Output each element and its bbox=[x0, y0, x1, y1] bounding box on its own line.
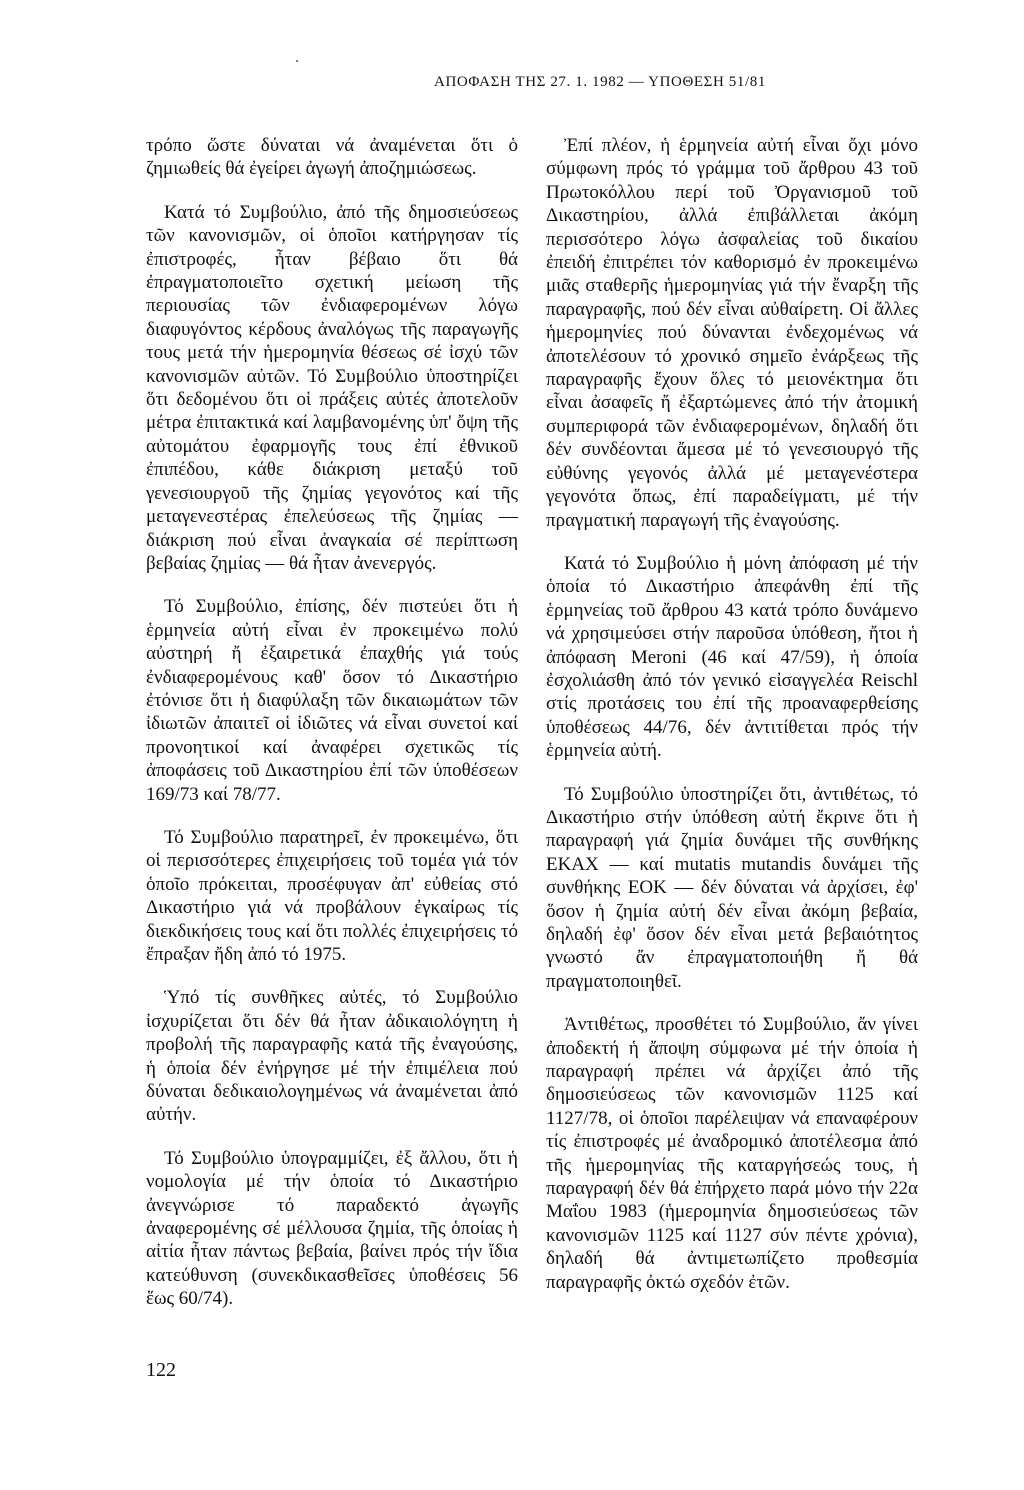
running-head: ΑΠΟΦΑΣΗ ΤΗΣ 27. 1. 1982 — ΥΠΟΘΕΣΗ 51/81 bbox=[434, 74, 766, 90]
left-paragraph-3: Τό Συμβούλιο, ἐπίσης, δέν πιστεύει ὅτι ἡ ἑρμηνεία αὐτή εἶναι ἐν προκειμένω πολύ αὐστηρή ἤ ἐξαιρετικά ἐπαχθής γιά τούς ἐνδιαφερομένους καθ' ὅσον τό Δικαστήριο ἐτόνισε ὅτι ἡ διαφύλαξη τῶν δικαιωμάτων τῶν ἰδιωτῶν ἀπαιτεῖ οἱ ἰδιῶτες νά εἶναι συνετοί καί προνοητικοί καί ἀναφέρει σχετικῶς τίς ἀποφάσεις τοῦ Δικαστηρίου ἐπί τῶν ὑποθέσεων 169/73 καί 78/77. bbox=[146, 596, 518, 805]
right-paragraph-2: Κατά τό Συμβούλιο ἡ μόνη ἀπόφαση μέ τήν ὁποία τό Δικαστήριο ἀπεφάνθη ἐπί τῆς ἑρμηνείας τοῦ ἄρθρου 43 κατά τρόπο δυνάμενο νά χρησιμεύσει στήν παροῦσα ὑπόθεση, ἤτοι ἡ ἀπόφαση Meroni (46 καί 47/59), ἡ ὁποία ἐσχολιάσθη ἀπό τόν γενικό εἰσαγγελέα Reischl στίς προτάσεις του ἐπί τῆς προαναφερθείσης ὑποθέσεως 44/76, δέν ἀντιτίθεται πρός τήν ἑρμηνεία αὐτή. bbox=[546, 552, 918, 762]
right-paragraph-4: Ἀντιθέτως, προσθέτει τό Συμβούλιο, ἄν γίνει ἀποδεκτή ἡ ἄποψη σύμφωνα μέ τήν ὁποία ἡ παραγραφή πρέπει νά ἀρχίζει ἀπό τῆς δημοσιεύσεως τῶν κανονισμῶν 1125 καί 1127/78, οἱ ὁποῖοι παρέλειψαν νά επαναφέρουν τίς ἐπιστροφές μέ ἀναδρομικό ἀποτέλεσμα ἀπό τῆς ἡμερομηνίας τῆς καταργήσεώς τους, ἡ παραγραφή δέν θά ἐπήρχετο παρά μόνο τήν 22α Μαΐου 1983 (ἡμερομηνία δημοσιεύσεως τῶν κανονισμῶν 1125 καί 1127 σύν πέντε χρόνια), δηλαδή θά ἀντιμετωπίζετο προθεσμία παραγραφῆς ὀκτώ σχεδόν ἐτῶν. bbox=[546, 1014, 918, 1293]
left-paragraph-2: Κατά τό Συμβούλιο, ἀπό τῆς δημοσιεύσεως τῶν κανονισμῶν, οἱ ὁποῖοι κατήργησαν τίς ἐπιστροφές, ἦταν βέβαιο ὅτι θά ἐπραγματοποιεῖτο σχετική μείωση τῆς περιουσίας τῶν ἐνδιαφερομένων λόγω διαφυγόντος κέρδους ἀναλόγως τῆς παραγωγῆς τους μετά τήν ἡμερομηνία θέσεως σέ ἰσχύ τῶν κανονισμῶν αὐτῶν. Τό Συμβούλιο ὑποστηρίζει ὅτι δεδομένου ὅτι οἱ πράξεις αὐτές ἀποτελοῦν μέτρα ἐπιτακτικά καί λαμβανομένης ὑπ' ὄψη τῆς αὐτομάτου ἐφαρμογῆς τους ἐπί ἐθνικοῦ ἐπιπέδου, κάθε διάκριση μεταξύ τοῦ γενεσιουργοῦ τῆς ζημίας γεγονότος καί τῆς μεταγενεστέρας ἐπελεύσεως τῆς ζημίας — διάκριση πού εἶναι ἀναγκαία σέ περίπτωση βεβαίας ζημίας — θά ἦταν ἀνενεργός. bbox=[146, 201, 518, 574]
right-paragraph-1: Ἐπί πλέον, ἡ ἑρμηνεία αὐτή εἶναι ὄχι μόνο σύμφωνη πρός τό γράμμα τοῦ ἄρθρου 43 τοῦ Πρωτοκόλλου περί τοῦ Ὀργανισμοῦ τοῦ Δικαστηρίου, ἀλλά ἐπιβάλλεται ἀκόμη περισσότερο λόγω ἀσφαλείας τοῦ δικαίου ἐπειδή ἐπιτρέπει τόν καθορισμό ἐν προκειμένω μιᾶς σταθερῆς ἡμερομηνίας γιά τήν ἔναρξη τῆς παραγραφῆς, πού δέν εἶναι αὐθαίρετη. Οἱ ἄλλες ἡμερομηνίες πού δύνανται ἐνδεχομένως νά ἀποτελέσουν τό χρονικό σημεῖο ἐνάρξεως τῆς παραγραφῆς ἔχουν ὅλες τό μειονέκτημα ὅτι εἶναι ἀσαφεῖς ἤ ἐξαρτώμενες ἀπό τήν ἀτομική συμπεριφορά τῶν ἐνδιαφερομένων, δηλαδή ὅτι δέν συνδέονται ἄμεσα μέ τό γενεσιουργό τῆς εὐθύνης γεγονός ἀλλά μέ μεταγενέστερα γεγονότα ὅπως, ἐπί παραδείγματι, μέ τήν πραγματική παραγωγή τῆς ἐναγούσης. bbox=[546, 135, 918, 531]
right-column bbox=[546, 134, 918, 1314]
right-paragraph-3: Τό Συμβούλιο ὑποστηρίζει ὅτι, ἀντιθέτως, τό Δικαστήριο στήν ὑπόθεση αὐτή ἔκρινε ὅτι ἡ παραγραφή γιά ζημία δυνάμει τῆς συνθήκης ΕΚΑΧ — καί mutatis mutandis δυνάμει τῆς συνθήκης ΕΟΚ — δέν δύναται νά ἀρχίσει, ἐφ' ὅσον ἡ ζημία αὐτή δέν εἶναι ἀκόμη βεβαία, δηλαδή ἐφ' ὅσον δέν εἶναι μετά βεβαιότητος γνωστό ἄν ἐπραγματοποιήθη ἤ θά πραγματοποιηθεῖ. bbox=[546, 783, 918, 992]
left-column bbox=[146, 134, 518, 1331]
left-paragraph-1: τρόπο ὥστε δύναται νά ἀναμένεται ὅτι ὁ ζημιωθείς θά ἐγείρει ἀγωγή ἀποζημιώσεως. bbox=[146, 135, 518, 180]
left-paragraph-5: Ὑπό τίς συνθῆκες αὐτές, τό Συμβούλιο ἰσχυρίζεται ὅτι δέν θά ἦταν ἀδικαιολόγητη ἡ προβολή τῆς παραγραφῆς κατά τῆς ἐναγούσης, ἡ ὁποία δέν ἐνήργησε μέ τήν ἐπιμέλεια πού δύναται δεδικαιολογημένως νά ἀναμένεται ἀπό αὐτήν. bbox=[146, 987, 518, 1126]
scan-speck bbox=[296, 60, 298, 62]
left-paragraph-4: Τό Συμβούλιο παρατηρεῖ, ἐν προκειμένω, ὅτι οἱ περισσότερες ἐπιχειρήσεις τοῦ τομέα γιά τόν ὁποῖο πρόκειται, προσέφυγαν ἀπ' εὐθείας στό Δικαστήριο γιά νά προβάλουν ἐγκαίρως τίς διεκδικήσεις τους καί ὅτι πολλές ἐπιχειρήσεις τό ἔπραξαν ἤδη ἀπό τό 1975. bbox=[146, 826, 518, 965]
left-paragraph-6: Τό Συμβούλιο ὑπογραμμίζει, ἐξ ἄλλου, ὅτι ἡ νομολογία μέ τήν ὁποία τό Δικαστήριο ἀνεγνώρισε τό παραδεκτό ἀγωγῆς ἀναφερομένης σέ μέλλουσα ζημία, τῆς ὁποίας ἡ αἰτία ἦταν πάντως βεβαία, βαίνει πρός τήν ἴδια κατεύθυνση (συνεκδικασθεῖσες ὑποθέσεις 56 ἕως 60/74). bbox=[146, 1147, 518, 1310]
page-number: 122 bbox=[146, 1359, 176, 1381]
